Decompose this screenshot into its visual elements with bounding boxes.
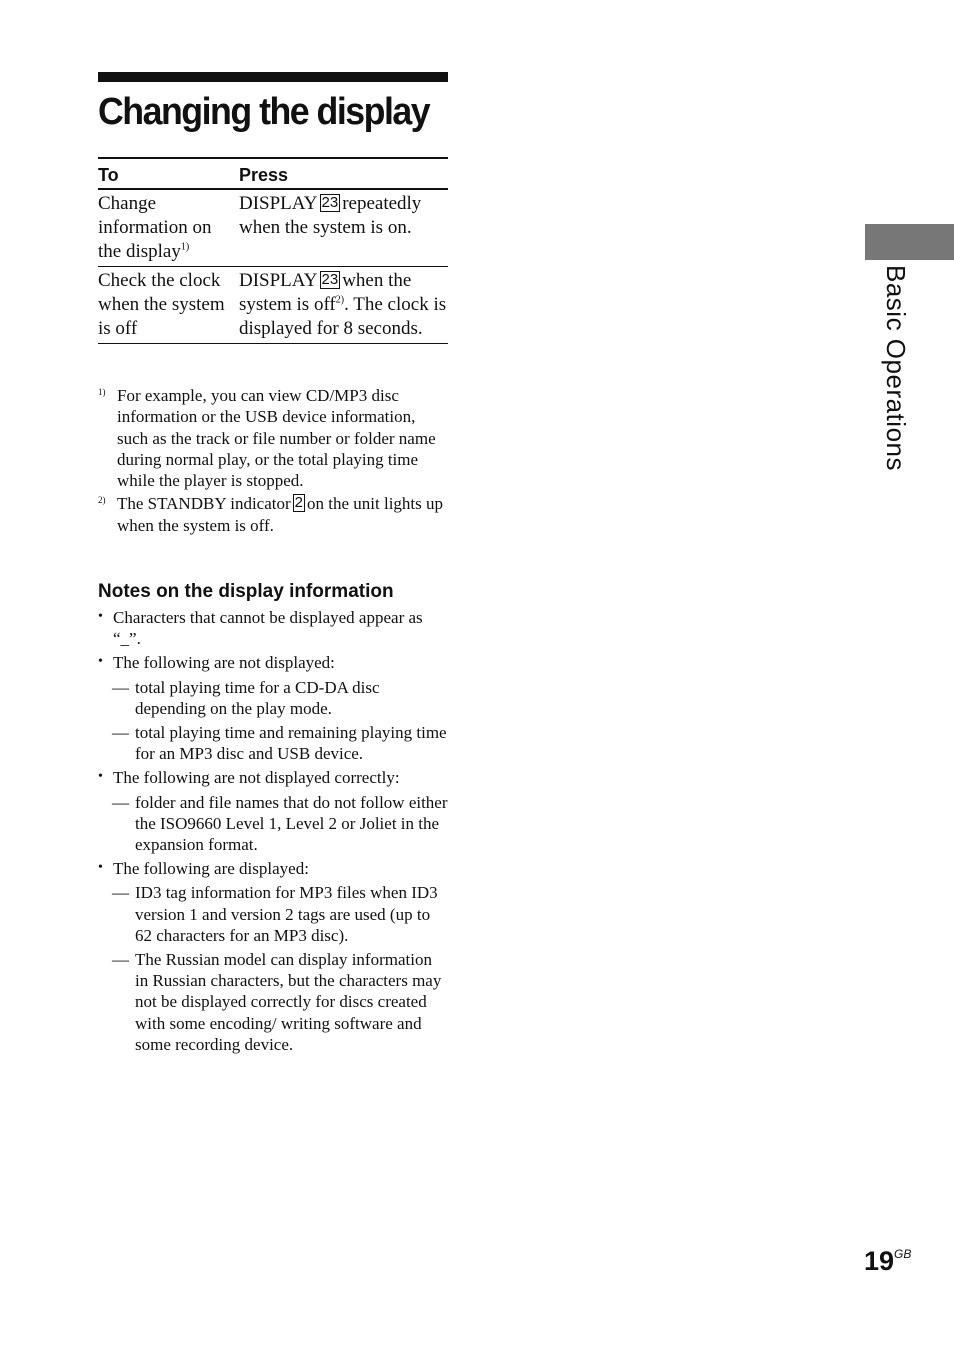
- bullet-item: [98, 607, 448, 649]
- dash-text: total playing time and remaining playing time for an MP3 disc and USB device.: [135, 723, 447, 764]
- footnote-mark: 2): [98, 495, 106, 506]
- dash-icon: —: [112, 723, 129, 743]
- footnote-ref: 1): [180, 241, 190, 253]
- dash-text: ID3 tag information for MP3 files when ID3 version 1 and version 2 tags are used (up to 62 characters for an MP3 disc).: [135, 883, 438, 945]
- table-cell-to: [98, 189, 239, 267]
- table-cell-press: [239, 189, 448, 267]
- cell-text: DISPLAY: [239, 270, 318, 291]
- bullet-item: [98, 767, 448, 788]
- dash-icon: —: [112, 950, 129, 970]
- footnote: [98, 493, 448, 536]
- button-number-badge: 23: [321, 271, 339, 288]
- bullet-text: Characters that cannot be displayed appear as “_”.: [113, 608, 423, 649]
- title-rule: [98, 72, 448, 82]
- dash-text: The Russian model can display information in Russian characters, but the characters may not be displayed correctly for discs created with some encoding/ writing software and some recording device.: [135, 950, 442, 1054]
- dash-item: [98, 792, 448, 856]
- cell-text: DISPLAY: [239, 193, 318, 214]
- dash-item: [98, 722, 448, 764]
- table-header-row: [98, 158, 448, 189]
- bullet-item: [98, 858, 448, 879]
- bullet-icon: •: [98, 609, 103, 624]
- cell-text: Change information on the display: [98, 193, 212, 262]
- cell-text: . The clock is displayed for 8 seconds.: [239, 294, 447, 339]
- footnote: [98, 385, 448, 491]
- footnote-text: on the unit lights up when the system is off.: [117, 494, 443, 535]
- table-cell-to: [98, 267, 239, 344]
- footnote-text: For example, you can view CD/MP3 disc information or the USB device information, such as the track or file number or folder name during normal play, or the total playing time while the player is stopped.: [117, 386, 436, 491]
- bullet-text: The following are not displayed correctly:: [113, 768, 400, 788]
- table-cell-press: [239, 267, 448, 344]
- button-number-badge: 23: [321, 194, 339, 211]
- dash-item: [98, 882, 448, 946]
- section-tab-marker: [865, 224, 954, 260]
- page-number-value: 19: [864, 1246, 895, 1276]
- dash-item: [98, 949, 448, 1055]
- dash-icon: —: [112, 792, 129, 812]
- notes-list: [98, 607, 448, 1058]
- table-row: [98, 189, 448, 267]
- bullet-icon: •: [98, 654, 103, 670]
- footnote-text: The STANDBY indicator: [117, 494, 291, 514]
- page-title: Changing the display: [98, 91, 430, 133]
- dash-item: [98, 677, 448, 719]
- bullet-icon: •: [98, 860, 103, 876]
- dash-text: total playing time for a CD-DA disc depending on the play mode.: [135, 677, 380, 718]
- bullet-item: [98, 652, 448, 673]
- column-header-press: Press: [239, 158, 448, 189]
- bullet-text: The following are not displayed:: [113, 653, 335, 673]
- footnote-mark: 1): [98, 387, 106, 397]
- cell-text: repeatedly when the system is on.: [239, 193, 422, 238]
- side-section-label: Basic Operations: [881, 265, 911, 471]
- footnote-ref: 2): [335, 294, 345, 306]
- dash-text: folder and file names that do not follow either the ISO9660 Level 1, Level 2 or Joliet in the expansion format.: [135, 792, 448, 855]
- dash-icon: —: [112, 677, 129, 697]
- notes-heading: Notes on the display information: [98, 581, 394, 602]
- bullet-icon: •: [98, 769, 103, 785]
- page-number: [864, 1246, 911, 1277]
- column-header-to: To: [98, 158, 239, 189]
- bullet-text: The following are displayed:: [113, 859, 309, 879]
- cell-text: Check the clock when the system is off: [98, 270, 225, 339]
- table-row: [98, 267, 448, 344]
- page-number-suffix: GB: [894, 1247, 912, 1261]
- cell-text: when the system is off: [239, 270, 412, 315]
- indicator-number-badge: 2: [294, 494, 303, 512]
- display-table: [98, 157, 448, 344]
- footnotes: [98, 385, 448, 538]
- dash-icon: —: [112, 883, 129, 903]
